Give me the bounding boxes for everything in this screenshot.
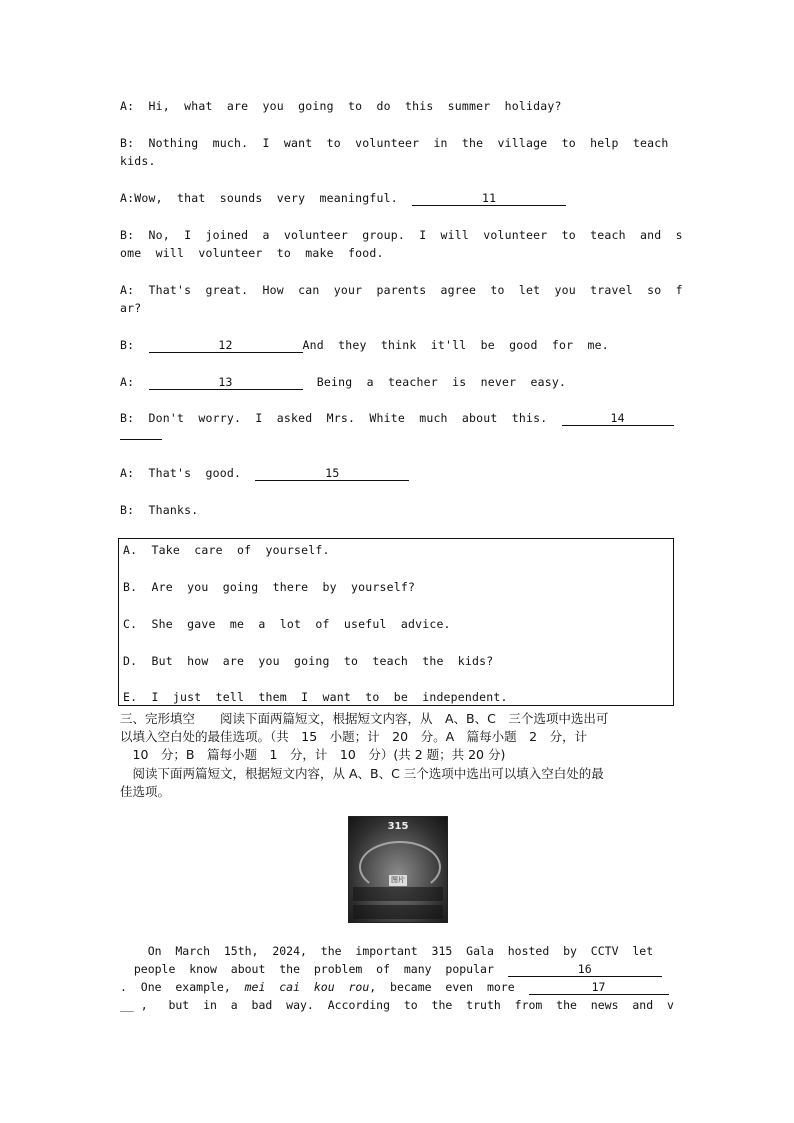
dialogue-line: [120, 411, 674, 426]
dialogue-line: B: No, I joined a volunteer group. I will volunteer to teach and s: [120, 228, 683, 242]
dialogue-text: A:: [120, 375, 149, 389]
dialogue-line: ome will volunteer to make food.: [120, 246, 384, 260]
dialogue-line: B: Thanks.: [120, 503, 199, 517]
option-e[interactable]: E. I just tell them I want to be independent.: [123, 690, 508, 704]
dialogue-text: Being a teacher is never easy.: [302, 375, 567, 389]
blank-14-continuation: [120, 429, 162, 443]
passage-line: On March 15th, 2024, the important 315 Gala hosted by CCTV let: [120, 944, 654, 958]
instructions: 阅读下面两篇短文，根据短文内容，从 A、B、C 三个选项中选出可以填入空白处的最: [120, 766, 604, 781]
image-band: [353, 887, 443, 901]
option-d[interactable]: D. But how are you going to teach the kids?: [123, 654, 494, 668]
blank-15[interactable]: 15: [255, 467, 409, 481]
dialogue-line: [120, 466, 409, 481]
section-heading: 三、完形填空 阅读下面两篇短文，根据短文内容，从 A、B、C 三个选项中选出可: [120, 711, 609, 726]
blank-14-tail: [120, 439, 162, 440]
passage-line: __ , but in a bad way. According to the truth from the news and v: [120, 998, 674, 1012]
dish-name: mei cai kou rou: [244, 980, 370, 994]
gala-image: [348, 816, 448, 923]
passage-text: , became even more: [369, 980, 529, 994]
blank-12[interactable]: 12: [149, 339, 303, 353]
dialogue-line: B: Nothing much. I want to volunteer in the village to help teach: [120, 136, 669, 150]
section-heading: 以填入空白处的最佳选项。（共 15 小题；计 20 分。A 篇每小题 2 分，计: [120, 729, 588, 744]
dialogue-text: A: That's good.: [120, 466, 256, 480]
blank-13[interactable]: 13: [149, 376, 303, 390]
blank-17[interactable]: 17: [529, 981, 669, 995]
dialogue-line: A: Hi, what are you going to do this summer holiday?: [120, 99, 562, 113]
dialogue-text: And they think it'll be good for me.: [302, 338, 609, 352]
dialogue-line: [120, 338, 609, 353]
dialogue-text: B: Don't worry. I asked Mrs. White much about this.: [120, 411, 562, 425]
dialogue-line: A: That's great. How can your parents agree to let you travel so f: [120, 283, 683, 297]
dialogue-line: ar?: [120, 301, 142, 315]
option-a[interactable]: A. Take care of yourself.: [123, 543, 330, 557]
section-heading: 10 分；B 篇每小题 1 分，计 10 分）(共 2 题；共 20 分): [120, 747, 506, 762]
options-box: [118, 538, 674, 706]
passage-text: . One example,: [120, 980, 245, 994]
dialogue-line: [120, 375, 566, 390]
instructions: 佳选项。: [120, 784, 171, 799]
image-band: [353, 905, 443, 919]
passage-text: people know about the problem of many popular: [120, 962, 508, 976]
option-c[interactable]: C. She gave me a lot of useful advice.: [123, 617, 451, 631]
blank-11[interactable]: 11: [412, 192, 566, 206]
option-b[interactable]: B. Are you going there by yourself?: [123, 580, 416, 594]
blank-14[interactable]: 14: [562, 412, 674, 426]
image-number: 315: [387, 821, 409, 832]
blank-16[interactable]: 16: [508, 963, 662, 977]
dialogue-line: kids.: [120, 154, 156, 168]
passage-line: [120, 962, 662, 977]
dialogue-text: B:: [120, 338, 149, 352]
dialogue-text: A:Wow, that sounds very meaningful.: [120, 191, 413, 205]
passage-line: [120, 980, 669, 995]
dialogue-line: [120, 191, 566, 206]
image-mark: 图片: [391, 876, 405, 884]
